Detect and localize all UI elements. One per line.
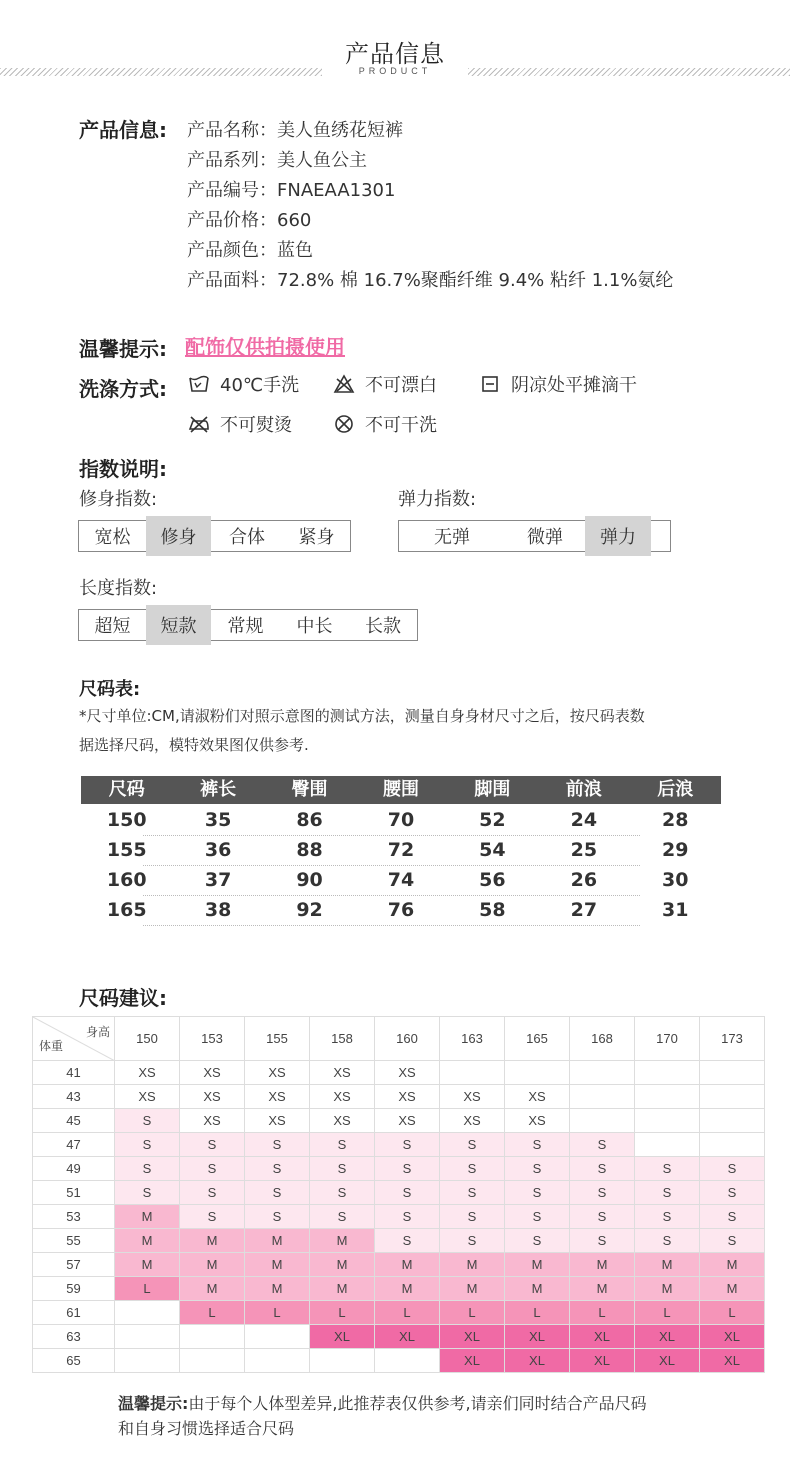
no-dryclean-icon xyxy=(333,413,355,435)
table-row xyxy=(33,1157,765,1181)
size-cell: S xyxy=(570,1205,635,1229)
size-cell: S xyxy=(635,1181,700,1205)
size-cell: XS xyxy=(310,1109,375,1133)
weight-axis-label: 体重 xyxy=(39,1039,64,1053)
size-cell: XS xyxy=(180,1085,245,1109)
size-cell: M xyxy=(635,1253,700,1277)
table-cell: 30 xyxy=(662,869,689,891)
size-cell: S xyxy=(115,1157,180,1181)
col-header: 臀围 xyxy=(291,779,328,800)
table-row xyxy=(33,1301,765,1325)
col-header: 腰围 xyxy=(382,779,419,800)
size-cell: XS xyxy=(440,1085,505,1109)
size-cell: S xyxy=(570,1229,635,1253)
table-cell: 52 xyxy=(479,809,506,831)
size-cell: XL xyxy=(700,1349,765,1373)
table-row xyxy=(33,1253,765,1277)
size-cell: L xyxy=(180,1301,245,1325)
size-cell: S xyxy=(245,1181,310,1205)
table-cell: 155 xyxy=(106,839,147,861)
height-header: 150 xyxy=(115,1017,180,1061)
size-cell xyxy=(310,1349,375,1373)
size-cell: S xyxy=(115,1109,180,1133)
table-cell: 56 xyxy=(479,869,506,891)
table-row xyxy=(33,1085,765,1109)
size-cell: XS xyxy=(310,1085,375,1109)
wash-item-dryclean: 不可干洗 xyxy=(333,411,437,437)
size-cell: M xyxy=(180,1229,245,1253)
size-cell: M xyxy=(440,1277,505,1301)
size-cell: S xyxy=(375,1181,440,1205)
size-cell: S xyxy=(505,1229,570,1253)
size-cell xyxy=(245,1325,310,1349)
size-cell: S xyxy=(440,1205,505,1229)
weight-header: 63 xyxy=(33,1325,115,1349)
weight-header: 51 xyxy=(33,1181,115,1205)
weight-header: 41 xyxy=(33,1061,115,1085)
size-cell: XS xyxy=(440,1109,505,1133)
size-cell: S xyxy=(570,1133,635,1157)
table-row xyxy=(81,865,721,895)
table-row xyxy=(33,1109,765,1133)
size-cell: XL xyxy=(635,1325,700,1349)
size-cell: M xyxy=(115,1229,180,1253)
col-header: 尺码 xyxy=(108,779,145,800)
length-option: 常规 xyxy=(227,616,264,637)
size-cell xyxy=(180,1349,245,1373)
footer-tip-line2: 和自身习惯选择适合尺码 xyxy=(118,1419,295,1438)
size-cell: M xyxy=(310,1229,375,1253)
size-cell: M xyxy=(245,1253,310,1277)
info-label: 产品信息: xyxy=(79,118,167,142)
table-cell: 90 xyxy=(296,869,323,891)
fit-option-selected: 修身 xyxy=(146,516,211,556)
size-cell: XL xyxy=(440,1325,505,1349)
size-cell: S xyxy=(310,1181,375,1205)
table-cell: 165 xyxy=(106,899,147,921)
size-cell: S xyxy=(505,1205,570,1229)
height-header: 163 xyxy=(440,1017,505,1061)
table-row xyxy=(81,835,721,865)
weight-header: 55 xyxy=(33,1229,115,1253)
table-cell: 36 xyxy=(204,839,232,861)
size-cell xyxy=(440,1061,505,1085)
table-cell: 27 xyxy=(570,899,598,921)
table-row xyxy=(33,1205,765,1229)
size-cell: L xyxy=(700,1301,765,1325)
size-cell: S xyxy=(180,1157,245,1181)
size-cell xyxy=(700,1133,765,1157)
size-cell: XS xyxy=(505,1085,570,1109)
elastic-option: 无弹 xyxy=(434,527,470,548)
tip-label: 温馨提示: xyxy=(79,337,167,361)
size-cell: S xyxy=(700,1157,765,1181)
size-cell: XS xyxy=(375,1109,440,1133)
size-cell: M xyxy=(245,1277,310,1301)
size-cell: S xyxy=(245,1205,310,1229)
weight-header: 49 xyxy=(33,1157,115,1181)
no-bleach-icon xyxy=(333,373,355,395)
size-cell xyxy=(570,1085,635,1109)
height-header: 160 xyxy=(375,1017,440,1061)
fit-option: 宽松 xyxy=(94,527,131,548)
footer-tip-label: 温馨提示: xyxy=(118,1394,189,1413)
size-cell: S xyxy=(440,1157,505,1181)
size-cell: M xyxy=(310,1277,375,1301)
info-fabric: 产品面料：72.8% 棉 16.7%聚酯纤维 9.4% 粘纤 1.1%氨纶 xyxy=(187,270,674,291)
size-cell: S xyxy=(310,1205,375,1229)
info-name: 产品名称：美人鱼绣花短裤 xyxy=(187,120,403,141)
size-cell: XS xyxy=(245,1085,310,1109)
size-cell xyxy=(635,1085,700,1109)
table-cell: 70 xyxy=(387,809,415,831)
row-divider xyxy=(143,925,640,926)
size-cell: M xyxy=(505,1253,570,1277)
size-cell xyxy=(180,1325,245,1349)
size-cell: M xyxy=(635,1277,700,1301)
weight-header: 61 xyxy=(33,1301,115,1325)
fit-scale xyxy=(78,520,351,552)
size-cell: XS xyxy=(375,1061,440,1085)
size-cell: XS xyxy=(375,1085,440,1109)
size-cell: XL xyxy=(570,1325,635,1349)
table-row xyxy=(33,1277,765,1301)
size-cell: M xyxy=(115,1205,180,1229)
table-cell: 25 xyxy=(570,839,598,861)
weight-header: 43 xyxy=(33,1085,115,1109)
size-cell: XS xyxy=(245,1061,310,1085)
size-cell: XL xyxy=(570,1349,635,1373)
table-cell: 26 xyxy=(570,869,598,891)
size-cell: S xyxy=(375,1157,440,1181)
size-cell: S xyxy=(505,1181,570,1205)
table-row xyxy=(81,805,721,835)
size-cell xyxy=(635,1061,700,1085)
info-series: 产品系列：美人鱼公主 xyxy=(187,150,367,171)
table-corner xyxy=(33,1017,115,1061)
elastic-scale-end xyxy=(651,521,670,551)
elastic-option: 微弹 xyxy=(527,527,563,548)
size-cell: S xyxy=(310,1157,375,1181)
size-cell: S xyxy=(375,1205,440,1229)
size-cell: S xyxy=(375,1229,440,1253)
size-cell: XL xyxy=(635,1349,700,1373)
size-cell: XS xyxy=(245,1109,310,1133)
size-cell xyxy=(115,1301,180,1325)
size-cell: S xyxy=(440,1133,505,1157)
size-cell xyxy=(245,1349,310,1373)
elastic-index-label: 弹力指数: xyxy=(398,489,477,510)
table-cell: 38 xyxy=(204,899,232,921)
size-cell: XS xyxy=(505,1109,570,1133)
fit-option: 紧身 xyxy=(298,527,335,548)
col-header: 裤长 xyxy=(200,779,237,800)
size-cell: M xyxy=(505,1277,570,1301)
footer-tip-line1: 由于每个人体型差异,此推荐表仅供参考,请亲们同时结合产品尺码 xyxy=(188,1394,647,1413)
size-cell: S xyxy=(245,1157,310,1181)
size-cell: M xyxy=(375,1253,440,1277)
col-header: 脚围 xyxy=(474,779,511,800)
size-cell: S xyxy=(635,1157,700,1181)
table-cell: 31 xyxy=(662,899,689,921)
page-subtitle: PRODUCT xyxy=(358,66,432,76)
recommend-label: 尺码建议: xyxy=(79,986,167,1010)
table-row xyxy=(81,895,721,925)
height-header: 168 xyxy=(570,1017,635,1061)
size-cell: XL xyxy=(505,1325,570,1349)
size-cell: L xyxy=(375,1301,440,1325)
size-cell: S xyxy=(505,1133,570,1157)
table-cell: 150 xyxy=(106,809,147,831)
table-row xyxy=(33,1061,765,1085)
fit-index-label: 修身指数: xyxy=(79,489,158,510)
page-title: 产品信息 xyxy=(345,40,445,68)
fit-option: 合体 xyxy=(229,527,265,548)
table-cell: 72 xyxy=(387,839,415,861)
table-cell: 35 xyxy=(204,809,232,831)
accessory-note: 配饰仅供拍摄使用 xyxy=(185,335,345,359)
size-cell: L xyxy=(505,1301,570,1325)
size-cell: XL xyxy=(700,1325,765,1349)
size-recommend-table xyxy=(32,1016,765,1373)
table-cell: 86 xyxy=(296,809,323,831)
height-header: 155 xyxy=(245,1017,310,1061)
wash-label: 洗涤方式: xyxy=(79,377,167,401)
size-cell: XL xyxy=(310,1325,375,1349)
size-cell: S xyxy=(700,1229,765,1253)
weight-header: 53 xyxy=(33,1205,115,1229)
size-cell: S xyxy=(245,1133,310,1157)
height-header: 158 xyxy=(310,1017,375,1061)
size-cell: M xyxy=(115,1253,180,1277)
table-row xyxy=(33,1133,765,1157)
table-cell: 58 xyxy=(479,899,506,921)
size-cell xyxy=(570,1061,635,1085)
table-cell: 160 xyxy=(106,869,147,891)
table-cell: 88 xyxy=(296,839,323,861)
size-cell: S xyxy=(115,1133,180,1157)
size-cell: M xyxy=(310,1253,375,1277)
size-cell xyxy=(700,1109,765,1133)
no-iron-icon xyxy=(188,413,210,435)
size-cell: S xyxy=(180,1133,245,1157)
size-cell: M xyxy=(180,1277,245,1301)
height-header: 153 xyxy=(180,1017,245,1061)
size-cell: M xyxy=(700,1277,765,1301)
size-table-header xyxy=(81,776,721,804)
weight-header: 57 xyxy=(33,1253,115,1277)
table-cell: 74 xyxy=(387,869,415,891)
col-header: 后浪 xyxy=(657,779,694,800)
length-option: 长款 xyxy=(365,616,401,637)
size-cell: M xyxy=(570,1277,635,1301)
length-scale xyxy=(78,609,418,641)
size-cell: S xyxy=(375,1133,440,1157)
size-chart-label: 尺码表: xyxy=(79,679,141,700)
table-row xyxy=(33,1325,765,1349)
size-cell: L xyxy=(635,1301,700,1325)
size-cell: XL xyxy=(375,1325,440,1349)
info-color: 产品颜色：蓝色 xyxy=(187,240,313,261)
size-cell: XS xyxy=(180,1109,245,1133)
wash-40-icon xyxy=(188,373,210,395)
table-cell: 24 xyxy=(570,809,598,831)
info-code: 产品编号：FNAEAA1301 xyxy=(187,180,396,201)
size-cell: XL xyxy=(440,1349,505,1373)
size-cell: S xyxy=(505,1157,570,1181)
wash-item-dry: 阴凉处平摊滴干 xyxy=(479,371,637,397)
size-cell: S xyxy=(440,1229,505,1253)
height-header: 165 xyxy=(505,1017,570,1061)
height-header: 170 xyxy=(635,1017,700,1061)
table-cell: 54 xyxy=(479,839,506,861)
size-cell: S xyxy=(570,1157,635,1181)
table-row xyxy=(33,1229,765,1253)
table-cell: 76 xyxy=(387,899,415,921)
wash-item-bleach: 不可漂白 xyxy=(333,371,437,397)
table-row xyxy=(33,1349,765,1373)
size-cell xyxy=(505,1061,570,1085)
height-axis-label: 身高 xyxy=(85,1025,110,1039)
size-cell: S xyxy=(700,1181,765,1205)
info-price: 产品价格：660 xyxy=(187,210,312,231)
size-cell: S xyxy=(180,1181,245,1205)
size-cell: S xyxy=(635,1229,700,1253)
size-cell: L xyxy=(310,1301,375,1325)
size-cell: M xyxy=(245,1229,310,1253)
size-cell: L xyxy=(115,1277,180,1301)
size-cell xyxy=(700,1061,765,1085)
weight-header: 47 xyxy=(33,1133,115,1157)
length-option: 中长 xyxy=(296,616,333,637)
index-label: 指数说明: xyxy=(79,457,167,481)
size-cell: S xyxy=(180,1205,245,1229)
size-cell xyxy=(570,1109,635,1133)
size-cell: S xyxy=(310,1133,375,1157)
length-option: 超短 xyxy=(94,616,131,637)
size-cell: M xyxy=(570,1253,635,1277)
size-cell xyxy=(700,1085,765,1109)
size-cell: S xyxy=(635,1205,700,1229)
size-cell xyxy=(375,1349,440,1373)
size-cell xyxy=(635,1133,700,1157)
table-cell: 37 xyxy=(204,869,232,891)
size-cell: S xyxy=(570,1181,635,1205)
length-option-selected: 短款 xyxy=(146,605,211,645)
size-cell: XS xyxy=(310,1061,375,1085)
elastic-scale xyxy=(398,520,671,552)
size-cell: S xyxy=(700,1205,765,1229)
size-cell: S xyxy=(115,1181,180,1205)
size-cell: M xyxy=(700,1253,765,1277)
table-cell: 28 xyxy=(662,809,689,831)
height-header: 173 xyxy=(700,1017,765,1061)
size-cell: L xyxy=(245,1301,310,1325)
size-cell: L xyxy=(570,1301,635,1325)
table-cell: 29 xyxy=(662,839,689,861)
length-index-label: 长度指数: xyxy=(79,578,158,599)
size-cell xyxy=(115,1325,180,1349)
wash-item-hand: 40℃手洗 xyxy=(188,371,299,397)
table-cell: 92 xyxy=(296,899,323,921)
size-cell: M xyxy=(180,1253,245,1277)
weight-header: 65 xyxy=(33,1349,115,1373)
size-cell xyxy=(115,1349,180,1373)
table-row xyxy=(33,1181,765,1205)
weight-header: 59 xyxy=(33,1277,115,1301)
weight-header: 45 xyxy=(33,1109,115,1133)
elastic-option-selected: 弹力 xyxy=(585,516,651,556)
size-cell xyxy=(635,1109,700,1133)
size-cell: XS xyxy=(115,1085,180,1109)
size-cell: S xyxy=(440,1181,505,1205)
size-cell: M xyxy=(440,1253,505,1277)
size-cell: XS xyxy=(180,1061,245,1085)
wash-item-iron: 不可熨烫 xyxy=(188,411,292,437)
size-cell: XL xyxy=(505,1349,570,1373)
flat-dry-icon xyxy=(479,373,501,395)
size-cell: M xyxy=(375,1277,440,1301)
size-chart-note: *尺寸单位:CM,请淑粉们对照示意图的测试方法，测量自身身材尺寸之后，按尺码表数 据选择尺码，模特效果图仅供参考. xyxy=(79,707,645,754)
size-cell: XS xyxy=(115,1061,180,1085)
col-header: 前浪 xyxy=(565,779,602,800)
size-cell: L xyxy=(440,1301,505,1325)
footer-tip xyxy=(118,1391,647,1441)
